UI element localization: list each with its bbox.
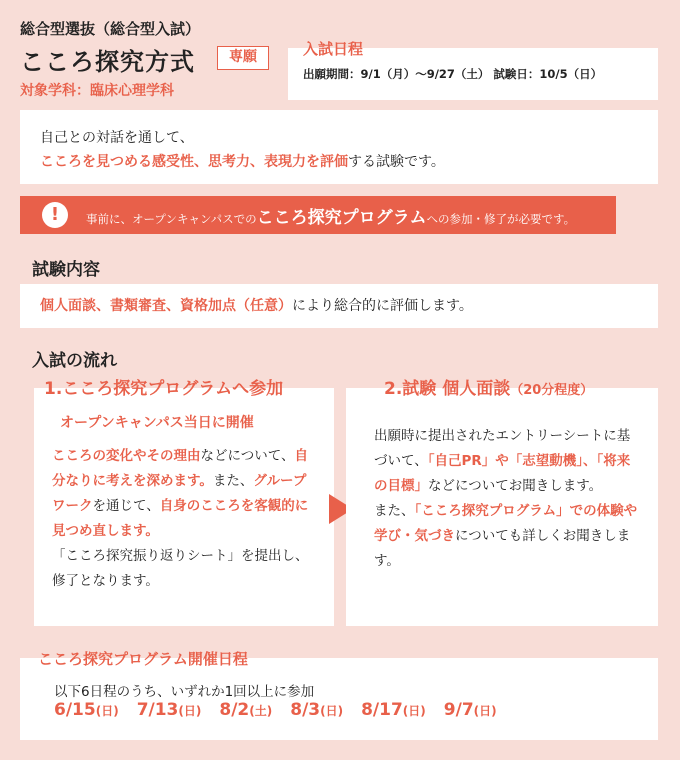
date-value: 8/3 [290,700,321,720]
notice-pre: 事前に、オープンキャンパスでの [86,211,257,226]
program-schedule-note: 以下6日程のうち、いずれか1回以上に参加 [54,684,315,700]
schedule-text: 出願期間：9/1（月）〜9/27（土） 試験日：10/5（日） [303,67,603,81]
step2-title-duration: （20分程度） [510,383,594,398]
step1-text-2: また、 [212,473,254,489]
step2-em-2: 「こころ探究プログラム」での体験や学び・気づき [374,503,638,544]
step1-subtitle: オープンキャンパス当日に開催 [60,415,254,431]
flow-heading: 入試の流れ [32,351,117,371]
program-date [219,700,272,720]
date-weekday: (日) [402,704,426,718]
intro-box [20,110,658,184]
category-label: 総合型選抜（総合型入試） [20,20,201,38]
exam-content-box [20,284,658,328]
intro-emphasis: こころを見つめる感受性、思考力、表現力を評価 [40,154,348,170]
program-date [361,700,426,720]
program-dates [54,700,515,720]
date-weekday: (日) [473,704,497,718]
date-value: 8/2 [219,700,250,720]
step2-text-3: また、 [374,503,415,519]
exam-content-emphasis: 個人面談、書類審査、資格加点（任意） [40,298,292,314]
intro-rest: する試験です。 [348,154,445,170]
date-weekday: (日) [95,704,119,718]
step1-text-3: を通じて、 [92,498,160,514]
exclamation-icon: ! [42,202,68,228]
date-value: 8/17 [361,700,403,720]
program-date [54,700,119,720]
page-title: こころ探究方式 [20,48,195,76]
date-weekday: (日) [178,704,202,718]
step1-em-3: グループワーク [52,473,307,514]
step1-body [52,444,314,594]
intro-line-1: 自己との対話を通して、 [40,130,194,146]
exclusive-badge: 専願 [217,46,269,70]
schedule-label: 入試日程 [303,40,364,58]
step2-title-main: 2.試験 個人面談 [384,379,511,399]
date-weekday: (土) [249,704,273,718]
notice-program-name: こころ探究プログラム [256,207,427,228]
intro-line-2 [40,150,658,174]
date-weekday: (日) [320,704,344,718]
step1-text-1: などについて、 [200,448,295,464]
program-schedule-heading: こころ探究プログラム開催日程 [38,650,248,668]
department-label: 対象学科：臨床心理学科 [20,83,174,99]
date-value: 9/7 [443,700,474,720]
step2-text-2: などについてお聞きします。 [428,478,603,494]
date-value: 6/15 [54,700,96,720]
program-date [444,700,497,720]
program-date [137,700,202,720]
notice-post: への参加・修了が必要です。 [426,211,576,226]
step2-title [384,374,593,399]
step1-em-2: 自分なりに考えを深めます。 [52,448,308,489]
exam-content-heading: 試験内容 [32,260,100,280]
step2-text-4: についても詳しくお聞きします。 [374,528,631,569]
step1-em-4: 自身のこころを客観的に見つめ直します。 [52,498,309,539]
date-value: 7/13 [136,700,179,720]
step1-em-1: こころの変化やその理由 [52,448,201,464]
notice-text [86,203,575,228]
step1-text-4: 「こころ探究振り返りシート」を提出し、修了となります。 [52,548,309,589]
notice-banner [20,196,616,234]
step2-em-1: 「自己PR」や「志望動機」、「将来の目標」 [374,453,631,494]
exam-content-rest: により総合的に評価します。 [292,298,473,314]
step1-title: 1.こころ探究プログラムへ参加 [44,379,284,399]
step2-body [374,424,642,574]
program-date [290,700,343,720]
step2-text-1: 出願時に提出されたエントリーシートに基づいて、 [374,428,631,469]
